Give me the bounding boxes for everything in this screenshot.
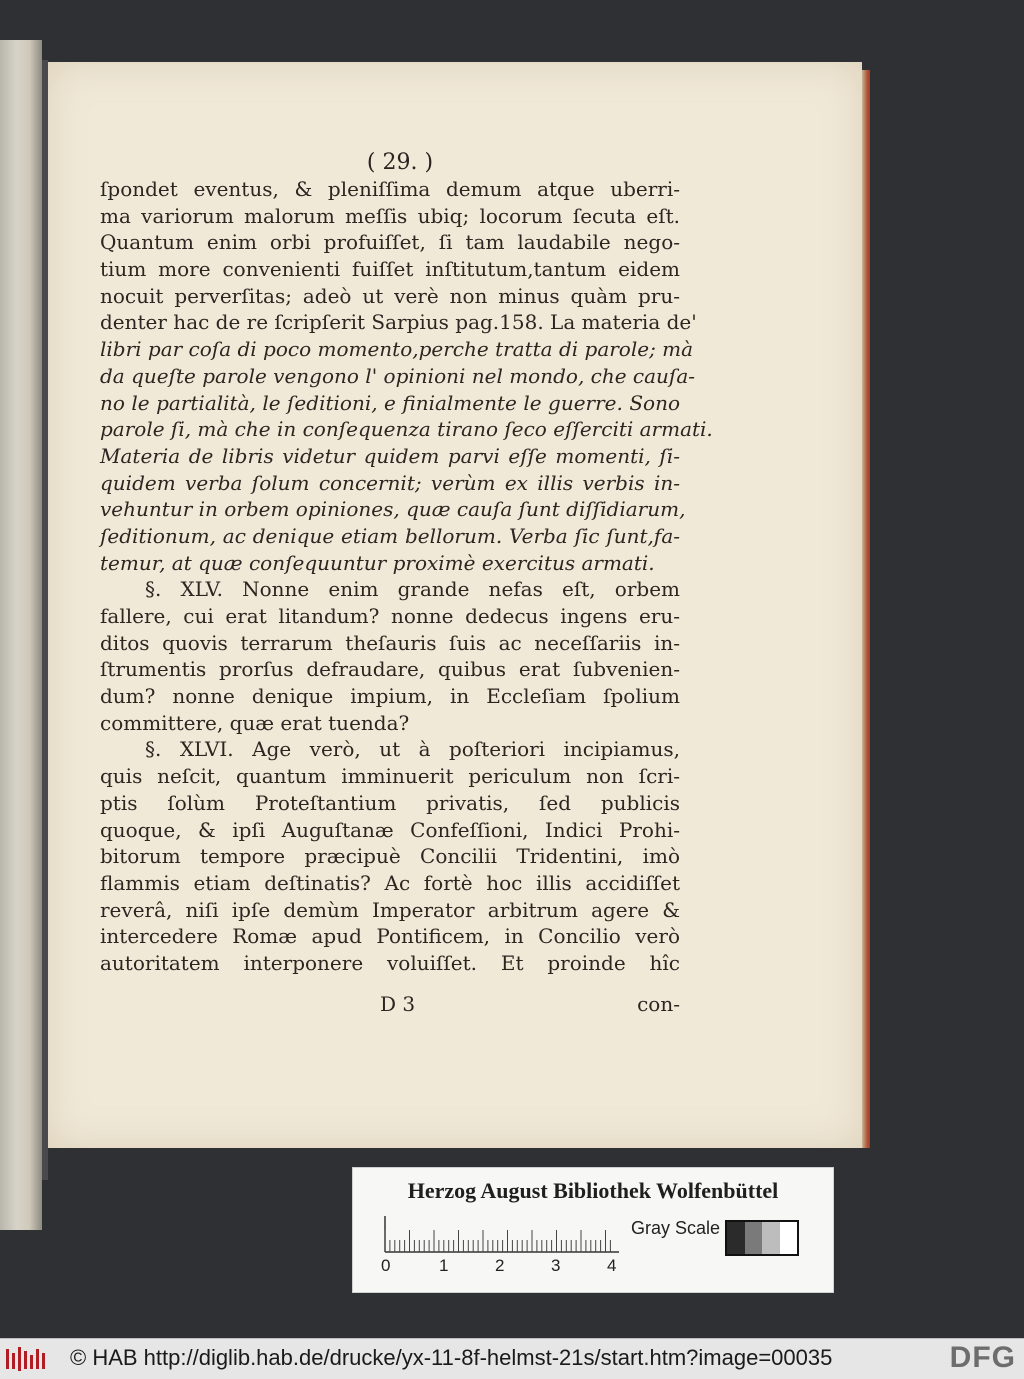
text-line: parole ſi, mà che in conſequenza tirano ſeco eſſerciti armati. — [100, 417, 713, 442]
ruler-icon — [383, 1216, 623, 1254]
text-line: fallere, cui erat litandum? nonne dedecus ingens eru- — [100, 604, 680, 628]
gray-patch — [762, 1222, 780, 1254]
hab-barcode-logo-icon — [6, 1347, 48, 1371]
text-line: quis neſcit, quantum imminuerit periculum non ſcri- — [100, 764, 680, 789]
library-name: Herzog August Bibliothek Wolfenbüttel — [407, 1178, 779, 1203]
text-line: Quantum enim orbi profuiſſet, ſi tam laudabile nego- — [100, 230, 680, 255]
text-line: intercedere Romæ apud Pontificem, in Concilio verò — [100, 924, 680, 949]
text-line: tium more convenienti fuiſſet inſtitutum,tantum eidem — [100, 257, 680, 282]
page-footer-line — [380, 992, 680, 1022]
text-line: ſpondet eventus, & pleniſſima demum atque uberri- — [100, 177, 680, 201]
gray-patch — [727, 1222, 745, 1254]
gray-scale-label: Gray Scale — [631, 1218, 721, 1238]
text-line: ditos quovis terrarum theſauris ſuis ac neceſſariis in- — [100, 630, 680, 655]
gray-patch — [780, 1222, 798, 1254]
page-number: ( 29. ) — [366, 150, 434, 175]
page-red-edge — [862, 70, 870, 1148]
text-line: da queſte parole vengono l' opinioni nel mondo, che cauſa- — [100, 363, 696, 388]
footer-bar — [0, 1338, 1024, 1379]
signature-mark: D 3 — [380, 992, 416, 1016]
text-line: §. XLVI. Age verò, ut à poſteriori incipiamus, — [145, 737, 680, 762]
scale-digit-2: 2 — [495, 1256, 505, 1275]
gray-scale-patches — [725, 1220, 799, 1256]
text-line: bitorum tempore præcipuè Concilii Tridentini, imò — [100, 844, 680, 869]
text-line: temur, at quæ conſequuntur proximè exercitus armati. — [100, 550, 655, 575]
text-line: ſeditionum, ac denique etiam bellorum. Verba ſic ſunt,fa- — [100, 523, 680, 548]
text-line: no le partialità, le ſeditioni, e finialmente le guerre. Sono — [100, 390, 680, 415]
adjacent-page-edge — [0, 40, 42, 1230]
dfg-logo: DFG — [949, 1341, 1016, 1374]
text-line: ſtrumentis prorſus defraudare, quibus erat ſubvenien- — [100, 657, 680, 682]
text-line: denter hac de re ſcripſerit Sarpius pag.158. La materia de' — [100, 310, 697, 335]
copyright-link[interactable]: © HAB http://diglib.hab.de/drucke/yx-11-8f-helmst-21s/start.htm?image=00035 — [70, 1345, 833, 1370]
text-line: Materia de libris videtur quidem parvi eſſe momenti, ſi- — [100, 443, 680, 468]
text-line: committere, quæ erat tuenda? — [100, 710, 410, 735]
text-line: flammis etiam deſtinatis? Ac fortè hoc illis accidiſſet — [100, 870, 680, 895]
text-line: autoritatem interponere voluiſſet. Et proinde hîc — [100, 950, 680, 975]
text-line: quidem verba ſolum concernit; verùm ex illis verbis in- — [100, 470, 680, 495]
text-line: §. XLV. Nonne enim grande nefas eſt, orbem — [145, 577, 680, 602]
text-line: ptis ſolùm Proteſtantium privatis, ſed publicis — [100, 790, 680, 815]
scale-digit-3: 3 — [551, 1256, 561, 1275]
text-line: dum? nonne denique impium, in Eccleſiam ſpolium — [100, 684, 680, 709]
page-body-text — [100, 176, 713, 977]
scale-digit-4: 4 — [607, 1256, 617, 1275]
text-line: vehuntur in orbem opiniones, quæ cauſa ſunt diſſidiarum, — [100, 497, 686, 522]
text-line: nocuit perverſitas; adeò ut verè non minus quàm pru- — [100, 283, 680, 308]
gray-patch — [745, 1222, 763, 1254]
text-line: libri par coſa di poco momento,perche tratta di parole; mà — [100, 337, 694, 362]
text-line: reverâ, niſi ipſe demùm Imperator arbitrum agere & — [100, 897, 680, 922]
scale-digit-1: 1 — [439, 1256, 449, 1275]
color-scale-card — [352, 1167, 834, 1293]
catchword: con- — [637, 992, 680, 1016]
text-line: quoque, & ipſi Auguſtanæ Confeſſioni, Indici Prohi- — [100, 817, 680, 842]
scale-digit-0: 0 — [381, 1256, 391, 1275]
text-line: ma variorum malorum meſſis ubiq; locorum ſecuta eſt. — [100, 203, 680, 228]
